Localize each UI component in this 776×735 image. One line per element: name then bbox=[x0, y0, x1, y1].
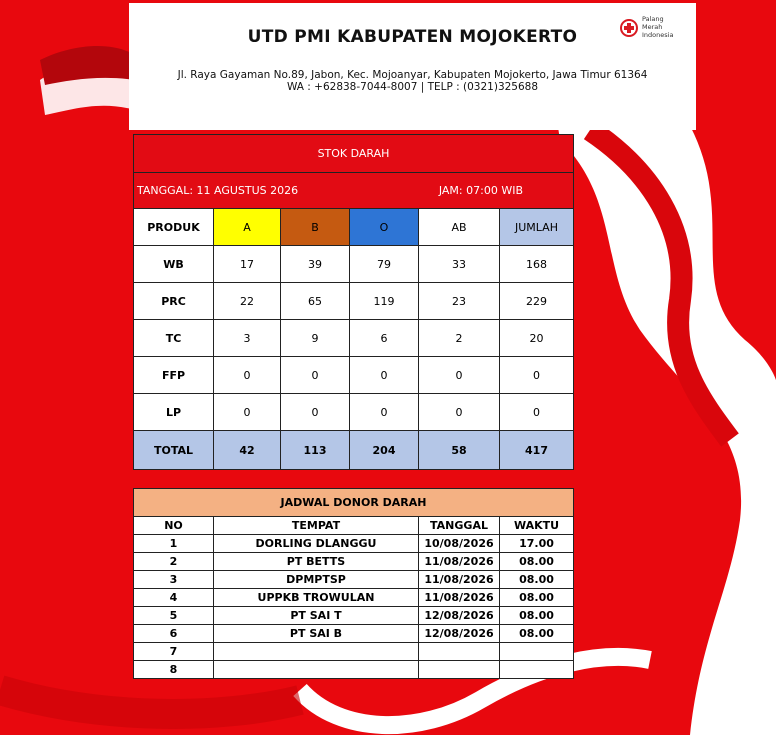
row-no: 8 bbox=[134, 661, 214, 679]
col-header-time: WAKTU bbox=[500, 517, 574, 535]
value-cell: 0 bbox=[214, 357, 281, 394]
table-row bbox=[134, 571, 574, 589]
row-no: 6 bbox=[134, 625, 214, 643]
address-block bbox=[135, 69, 690, 93]
col-header-place: TEMPAT bbox=[214, 517, 419, 535]
value-cell: 6 bbox=[350, 320, 419, 357]
product-label: LP bbox=[134, 394, 214, 431]
value-cell: 9 bbox=[281, 320, 350, 357]
total-cell: 417 bbox=[500, 431, 574, 470]
row-no: 4 bbox=[134, 589, 214, 607]
stock-date: TANGGAL: 11 AGUSTUS 2026 bbox=[137, 184, 299, 197]
col-header-ab: AB bbox=[419, 209, 500, 246]
total-label: TOTAL bbox=[134, 431, 214, 470]
row-date: 11/08/2026 bbox=[419, 553, 500, 571]
product-label: WB bbox=[134, 246, 214, 283]
row-time: 08.00 bbox=[500, 553, 574, 571]
value-cell: 168 bbox=[500, 246, 574, 283]
value-cell: 2 bbox=[419, 320, 500, 357]
col-header-b: B bbox=[281, 209, 350, 246]
stock-time: JAM: 07:00 WIB bbox=[438, 184, 523, 197]
total-cell: 42 bbox=[214, 431, 281, 470]
value-cell: 65 bbox=[281, 283, 350, 320]
row-date: 10/08/2026 bbox=[419, 535, 500, 553]
table-row bbox=[134, 394, 574, 431]
row-place: DORLING DLANGGU bbox=[214, 535, 419, 553]
product-label: FFP bbox=[134, 357, 214, 394]
row-time bbox=[500, 661, 574, 679]
row-place: DPMPTSP bbox=[214, 571, 419, 589]
table-row bbox=[134, 625, 574, 643]
value-cell: 22 bbox=[214, 283, 281, 320]
value-cell: 0 bbox=[500, 357, 574, 394]
value-cell: 0 bbox=[500, 394, 574, 431]
row-place: PT SAI T bbox=[214, 607, 419, 625]
value-cell: 0 bbox=[214, 394, 281, 431]
logo-text: Palang Merah Indonesia bbox=[642, 15, 674, 39]
red-cross-icon bbox=[620, 19, 638, 37]
header-panel bbox=[129, 3, 696, 130]
value-cell: 39 bbox=[281, 246, 350, 283]
value-cell: 119 bbox=[350, 283, 419, 320]
value-cell: 23 bbox=[419, 283, 500, 320]
table-row bbox=[134, 357, 574, 394]
total-cell: 204 bbox=[350, 431, 419, 470]
table-row bbox=[134, 535, 574, 553]
table-row bbox=[134, 283, 574, 320]
blood-stock-table bbox=[133, 134, 574, 470]
col-header-o: O bbox=[350, 209, 419, 246]
table-row bbox=[134, 246, 574, 283]
table-row bbox=[134, 661, 574, 679]
value-cell: 0 bbox=[419, 357, 500, 394]
row-place: PT SAI B bbox=[214, 625, 419, 643]
value-cell: 229 bbox=[500, 283, 574, 320]
row-date: 11/08/2026 bbox=[419, 589, 500, 607]
row-time: 08.00 bbox=[500, 607, 574, 625]
page-title: UTD PMI KABUPATEN MOJOKERTO bbox=[247, 27, 578, 47]
total-cell: 113 bbox=[281, 431, 350, 470]
total-cell: 58 bbox=[419, 431, 500, 470]
schedule-title: JADWAL DONOR DARAH bbox=[134, 489, 574, 517]
row-time bbox=[500, 643, 574, 661]
row-time: 08.00 bbox=[500, 589, 574, 607]
product-label: TC bbox=[134, 320, 214, 357]
row-place bbox=[214, 643, 419, 661]
row-time: 08.00 bbox=[500, 625, 574, 643]
row-no: 3 bbox=[134, 571, 214, 589]
row-date: 12/08/2026 bbox=[419, 625, 500, 643]
row-place bbox=[214, 661, 419, 679]
value-cell: 0 bbox=[350, 357, 419, 394]
row-no: 5 bbox=[134, 607, 214, 625]
table-row bbox=[134, 553, 574, 571]
table-row bbox=[134, 320, 574, 357]
col-header-a: A bbox=[214, 209, 281, 246]
row-place: UPPKB TROWULAN bbox=[214, 589, 419, 607]
col-header-total: JUMLAH bbox=[500, 209, 574, 246]
row-date bbox=[419, 643, 500, 661]
stock-title: STOK DARAH bbox=[134, 135, 574, 173]
pmi-logo bbox=[620, 13, 684, 45]
value-cell: 17 bbox=[214, 246, 281, 283]
row-no: 1 bbox=[134, 535, 214, 553]
value-cell: 0 bbox=[350, 394, 419, 431]
row-place: PT BETTS bbox=[214, 553, 419, 571]
table-row bbox=[134, 589, 574, 607]
col-header-product: PRODUK bbox=[134, 209, 214, 246]
address-line: Jl. Raya Gayaman No.89, Jabon, Kec. Mojoanyar, Kabupaten Mojokerto, Jawa Timur 61364 bbox=[177, 69, 648, 81]
total-row bbox=[134, 431, 574, 470]
value-cell: 79 bbox=[350, 246, 419, 283]
table-row bbox=[134, 643, 574, 661]
row-no: 7 bbox=[134, 643, 214, 661]
table-row bbox=[134, 607, 574, 625]
product-label: PRC bbox=[134, 283, 214, 320]
row-time: 17.00 bbox=[500, 535, 574, 553]
value-cell: 3 bbox=[214, 320, 281, 357]
value-cell: 0 bbox=[419, 394, 500, 431]
donor-schedule-table bbox=[133, 488, 574, 679]
col-header-date: TANGGAL bbox=[419, 517, 500, 535]
col-header-no: NO bbox=[134, 517, 214, 535]
row-date bbox=[419, 661, 500, 679]
value-cell: 33 bbox=[419, 246, 500, 283]
value-cell: 0 bbox=[281, 357, 350, 394]
stock-datetime bbox=[134, 173, 574, 209]
row-time: 08.00 bbox=[500, 571, 574, 589]
value-cell: 0 bbox=[281, 394, 350, 431]
row-date: 11/08/2026 bbox=[419, 571, 500, 589]
contact-line: WA : +62838-7044-8007 | TELP : (0321)325688 bbox=[286, 81, 539, 93]
row-no: 2 bbox=[134, 553, 214, 571]
value-cell: 20 bbox=[500, 320, 574, 357]
row-date: 12/08/2026 bbox=[419, 607, 500, 625]
